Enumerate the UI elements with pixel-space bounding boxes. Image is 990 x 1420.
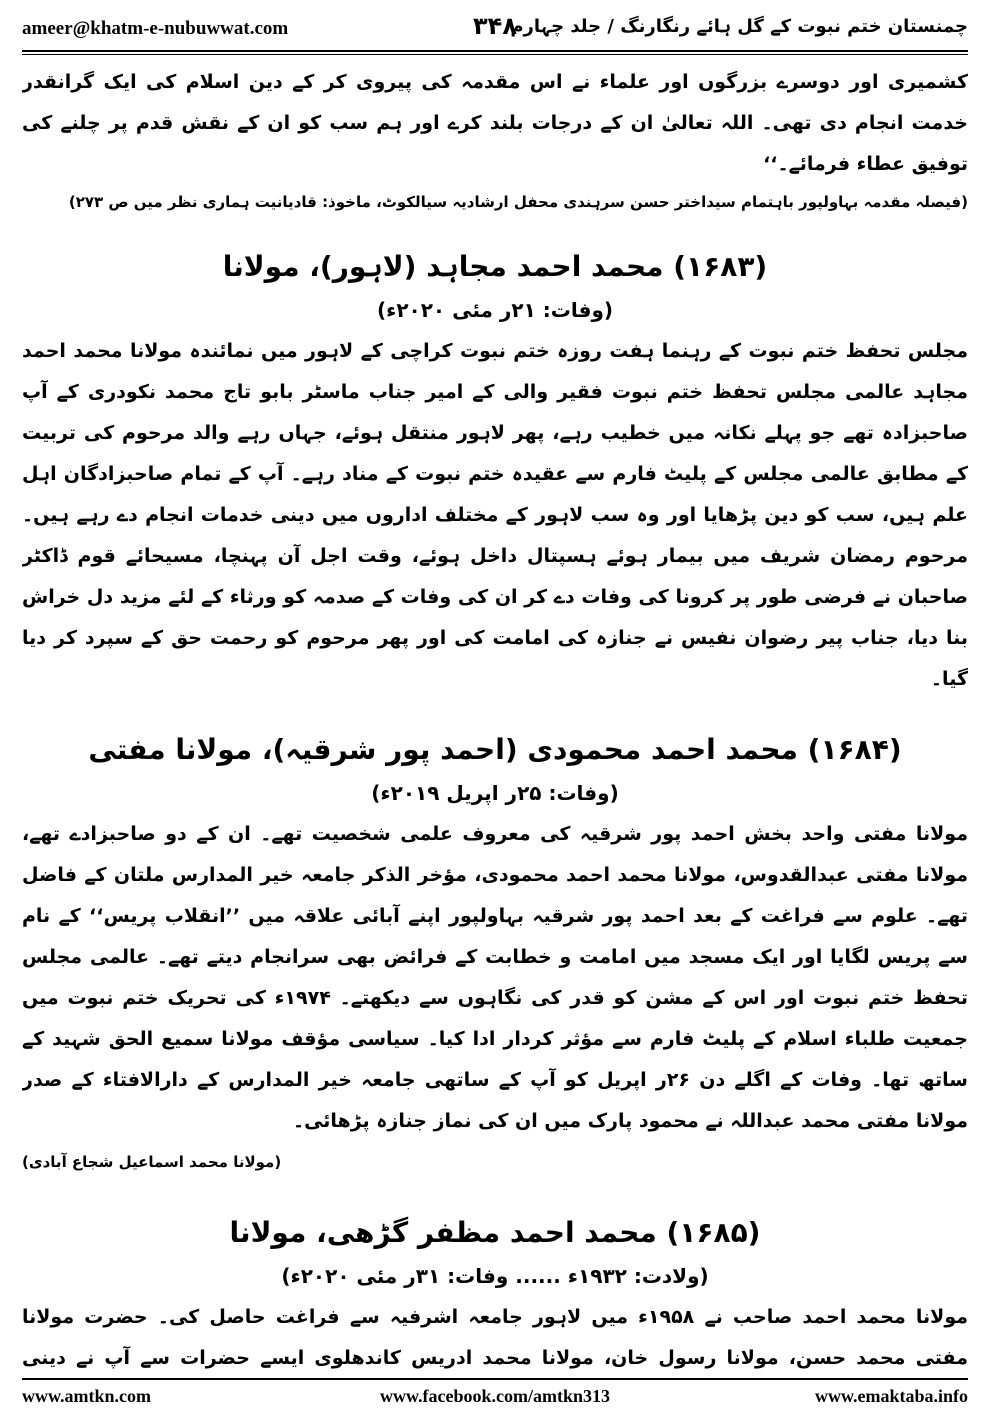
entry-1685 xyxy=(22,1209,968,1372)
header-divider-thin xyxy=(22,54,968,55)
entry-dates: (ولادت: ۱۹۳۲ء ...... وفات: ۳۱ر مئی ۲۰۲۰ء) xyxy=(281,1264,709,1288)
entry-heading: (۱۶۸۳) محمد احمد مجاہد (لاہور)، مولانا xyxy=(222,250,768,283)
entry-body: مولانا مفتی واحد بخش احمد پور شرقیہ کی معروف علمی شخصیت تھے۔ ان کے دو صاحبزادے تھے، مولانا مفتی عبدالقدوس، مولانا محمد احمد محمودی، مؤخر الذکر جامعہ خیر المدارس ملتان کے فاضل تھے۔ علوم سے فراغت کے بعد احمد پور شرقیہ بہاولپور اپنے آبائی علاقہ میں ’’انقلاب پریس‘‘ کے نام سے پریس لگایا اور ایک مسجد میں امامت و خطابت کے فرائض بھی سرانجام دیتے تھے۔ عالمی مجلس تحفظ ختم نبوت اور اس کے مشن کو قدر کی نگاہوں سے دیکھتے۔ ۱۹۷۴ء کی تحریک ختم نبوت میں جمعیت طلباء اسلام کے پلیٹ فارم سے مؤثر کردار ادا کیا۔ سیاسی مؤقف مولانا سمیع الحق شہید کے ساتھ تھا۔ وفات کے اگلے دن ۲۶ر اپریل کو آپ کے ساتھی جامعہ خیر المدارس کے دارالافتاء کے صدر مولانا مفتی محمد عبداللہ نے محمود پارک میں ان کی نماز جنازہ پڑھائی۔ xyxy=(22,823,968,1132)
footer-link-amtkn[interactable]: www.amtkn.com xyxy=(22,1386,151,1406)
entry-heading: (۱۶۸۵) محمد احمد مظفر گڑھی، مولانا xyxy=(229,1216,761,1249)
book-title: چمنستان ختم نبوت کے گل ہائے رنگارنگ / جلد چہارم xyxy=(510,16,968,37)
entry-credit-line xyxy=(22,1142,968,1183)
intro-paragraph: کشمیری اور دوسرے بزرگوں اور علماء نے اس مقدمہ کی پیروی کر کے دین اسلام کی ایک گرانقدر خدمت انجام دی تھی۔ اللہ تعالیٰ ان کے درجات بلند کرے اور ہم سب کو ان کے نقش قدم پر چلنے کی توفیق عطاء فرمائے۔‘‘ xyxy=(22,71,968,175)
entry-heading: (۱۶۸۴) محمد احمد محمودی (احمد پور شرقیہ)، مولانا مفتی xyxy=(88,733,902,766)
header-divider xyxy=(22,50,968,52)
footer-link-facebook[interactable]: www.facebook.com/amtkn313 xyxy=(380,1386,610,1406)
page-content xyxy=(22,62,968,1372)
entry-dates: (وفات: ۲۱ر مئی ۲۰۲۰ء) xyxy=(376,298,614,322)
entry-body: مولانا محمد احمد صاحب نے ۱۹۵۸ء میں لاہور جامعہ اشرفیہ سے فراغت حاصل کی۔ حضرت مولانا مفتی محمد حسن، مولانا رسول خان، مولانا محمد ادریس کاندھلوی ایسے حضرات سے آپ نے دینی xyxy=(22,1306,968,1369)
entry-body: مجلس تحفظ ختم نبوت کے رہنما ہفت روزہ ختم نبوت کراچی کے لاہور میں نمائندہ مولانا محمد احمد مجاہد عالمی مجلس تحفظ ختم نبوت فقیر والی کے امیر جناب ماسٹر بابو تاج محمد نکودری کے آپ صاحبزادہ تھے جو پہلے نکانہ میں خطیب رہے، پھر لاہور منتقل ہوئے، جہاں رہے والد مرحوم کی تربیت کے مطابق عالمی مجلس کے پلیٹ فارم سے عقیدہ ختم نبوت کے مناد رہے۔ آپ کے تمام صاحبزادگان اہل علم ہیں، سب کو دین پڑھایا اور وہ سب لاہور کے مختلف اداروں میں دینی خدمات انجام دے رہے ہیں۔ مرحوم رمضان شریف میں بیمار ہوئے ہسپتال داخل ہوئے، وقت اجل آن پہنچا، مسیحائے قوم ڈاکٹر صاحبان نے فرضی طور پر کرونا کی وفات دے کر ان کی وفات کے صدمہ کو ورثاء کے لئے مزید دل خراش بنا دیا، جناب پیر رضوان نفیس نے جنازہ کی امامت کی اور پھر مرحوم کو رحمت حق کے سپرد کر دیا گیا۔ xyxy=(22,340,968,690)
header-email: ameer@khatm-e-nubuwwat.com xyxy=(22,18,289,39)
entry-dates: (وفات: ۲۵ر اپریل ۲۰۱۹ء) xyxy=(371,781,619,805)
footer-divider xyxy=(22,1378,968,1380)
footer-link-emaktaba[interactable]: www.emaktaba.info xyxy=(814,1386,968,1406)
page-header xyxy=(22,8,968,48)
intro-source-citation: (فیصلہ مقدمہ بہاولپور باہتمام سیداختر حسن سرہندی محفل ارشادیہ سیالکوٹ، ماخوذ: قادیانیت ہماری نظر میں ص ۲۷۳) xyxy=(68,193,968,211)
page-footer xyxy=(22,1384,968,1410)
entry-1684 xyxy=(22,726,968,1183)
entry-credit: (مولانا محمد اسماعیل شجاع آبادی) xyxy=(22,1153,282,1171)
entry-1683 xyxy=(22,243,968,700)
page-number: ۳۴۸ xyxy=(473,12,517,40)
